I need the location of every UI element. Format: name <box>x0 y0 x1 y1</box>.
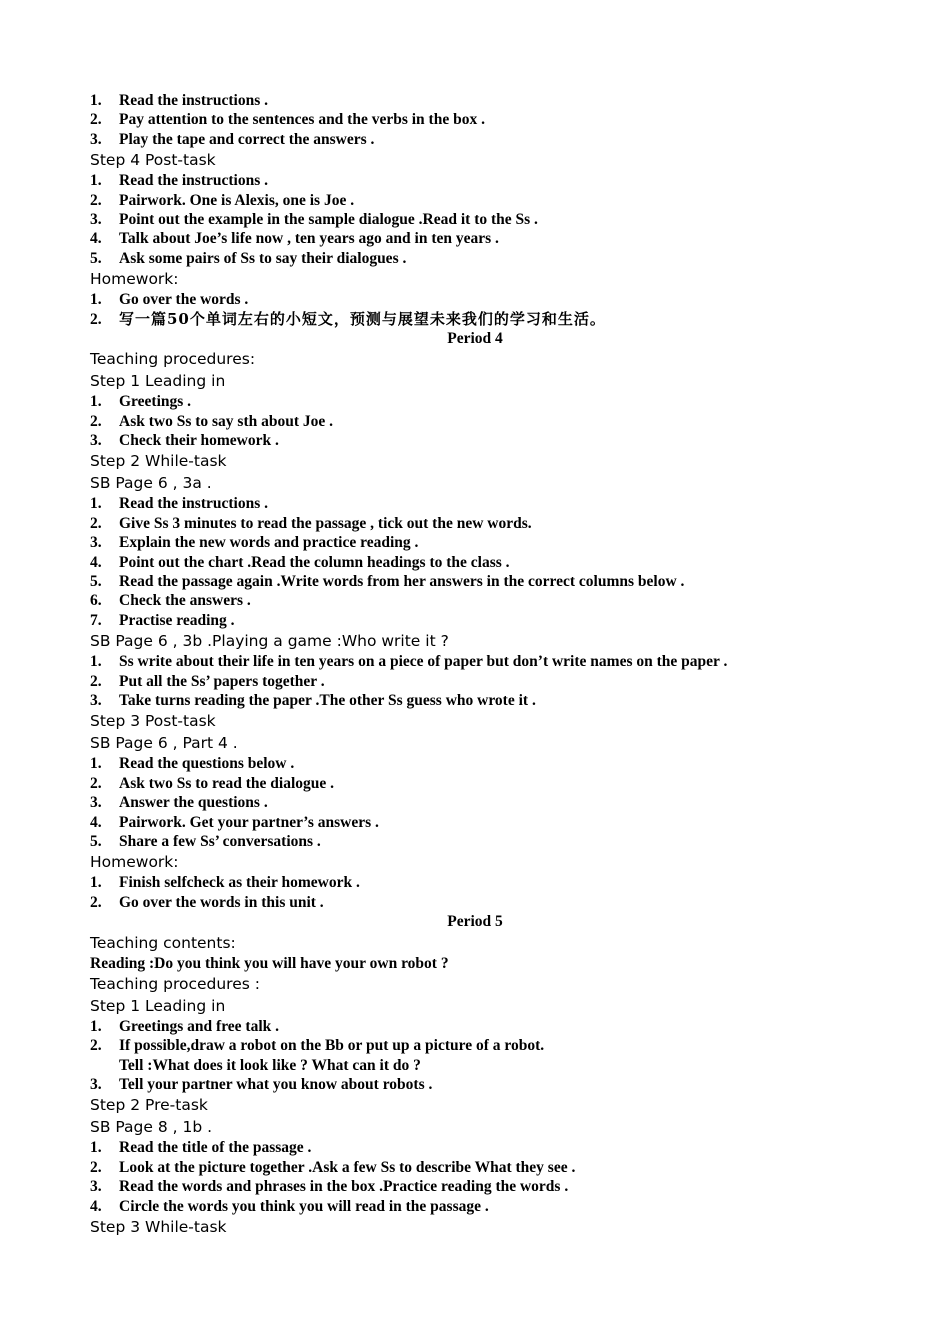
list-item: 5. Ask some pairs of Ss to say their dialogues . <box>90 249 407 267</box>
list-item: 3. Check their homework . <box>90 432 279 450</box>
section-heading: Teaching procedures : <box>90 974 260 993</box>
list-item: 1. Read the title of the passage . <box>90 1139 312 1157</box>
step-heading: Step 4 Post-task <box>90 151 216 170</box>
list-item: 2. Go over the words in this unit . <box>90 893 324 911</box>
homework-heading: Homework: <box>90 270 179 289</box>
step-heading: Step 2 Pre-task <box>90 1096 208 1115</box>
list-item: 1. Read the questions below . <box>90 755 295 773</box>
list-item: 1. Read the instructions . <box>90 92 268 109</box>
step-heading: Step 2 While-task <box>90 452 227 471</box>
list-item: 6. Check the answers . <box>90 592 251 610</box>
list-item: 3. Play the tape and correct the answers . <box>90 130 375 148</box>
section-heading: Teaching procedures: <box>90 350 256 369</box>
list-item: 2. Ask two Ss to say sth about Joe . <box>90 412 334 430</box>
list-item: 3. Explain the new words and practice reading . <box>90 534 419 552</box>
list-item: 1. Greetings . <box>90 393 192 411</box>
sb-reference: SB Page 6 , 3b .Playing a game :Who write it ? <box>90 632 449 651</box>
list-item: 2. Ask two Ss to read the dialogue . <box>90 774 335 792</box>
list-item-continuation: Tell :What does it look like ? What can it do ? <box>119 1056 421 1074</box>
list-item: 3. Take turns reading the paper .The other Ss guess who wrote it . <box>90 691 536 709</box>
list-item: 5. Share a few Ss’ conversations . <box>90 832 321 850</box>
list-item: 1. Go over the words . <box>90 291 249 309</box>
list-item: 1. Finish selfcheck as their homework . <box>90 874 360 892</box>
list-item: 1. Ss write about their life in ten years on a piece of paper but don’t write names on the paper . <box>90 653 728 671</box>
step-heading: Step 1 Leading in <box>90 996 226 1015</box>
list-item: 4. Pairwork. Get your partner’s answers . <box>90 813 379 831</box>
step-heading: Step 3 While-task <box>90 1218 227 1237</box>
document-content <box>90 91 870 1238</box>
list-item: 5. Read the passage again .Write words from her answers in the correct columns below . <box>90 573 685 591</box>
section-heading: Teaching contents: <box>90 933 236 952</box>
list-item: 4. Talk about Joe’s life now , ten years ago and in ten years . <box>90 230 499 248</box>
list-item: 2. Pairwork. One is Alexis, one is Joe . <box>90 191 355 209</box>
list-item: 1. Read the instructions . <box>90 495 268 513</box>
list-item: 4. Circle the words you think you will read in the passage . <box>90 1197 489 1215</box>
step-heading: Step 1 Leading in <box>90 372 226 391</box>
list-item: 2. Pay attention to the sentences and the verbs in the box . <box>90 111 485 129</box>
period-title: Period 4 <box>447 329 503 347</box>
list-item: 1. Read the instructions . <box>90 172 268 190</box>
step-heading: Step 3 Post-task <box>90 712 216 731</box>
homework-heading: Homework: <box>90 853 179 872</box>
list-item: 3. Tell your partner what you know about robots . <box>90 1076 433 1094</box>
list-item: 7. Practise reading . <box>90 611 235 629</box>
list-item: 2. Put all the Ss’ papers together . <box>90 672 325 690</box>
list-item: 3. Point out the example in the sample dialogue .Read it to the Ss . <box>90 210 538 228</box>
sb-reference: SB Page 6 , Part 4 . <box>90 734 238 753</box>
list-item: 2. 写一篇50个单词左右的小短文，预测与展望未来我们的学习和生活。 <box>90 309 606 328</box>
list-item: 1. Greetings and free talk . <box>90 1017 280 1035</box>
reading-title: Reading :Do you think you will have your own robot ? <box>90 954 449 972</box>
period-title: Period 5 <box>447 913 503 931</box>
list-item: 3. Answer the questions . <box>90 794 268 812</box>
list-item: 2. Look at the picture together .Ask a few Ss to describe What they see . <box>90 1158 576 1176</box>
sb-reference: SB Page 6 , 3a . <box>90 474 212 493</box>
list-item: 3. Read the words and phrases in the box .Practice reading the words . <box>90 1178 569 1196</box>
list-item: 4. Point out the chart .Read the column headings to the class . <box>90 553 510 571</box>
list-item: 2. If possible,draw a robot on the Bb or put up a picture of a robot. <box>90 1037 545 1055</box>
list-item: 2. Give Ss 3 minutes to read the passage , tick out the new words. <box>90 514 532 532</box>
sb-reference: SB Page 8 , 1b . <box>90 1118 213 1137</box>
